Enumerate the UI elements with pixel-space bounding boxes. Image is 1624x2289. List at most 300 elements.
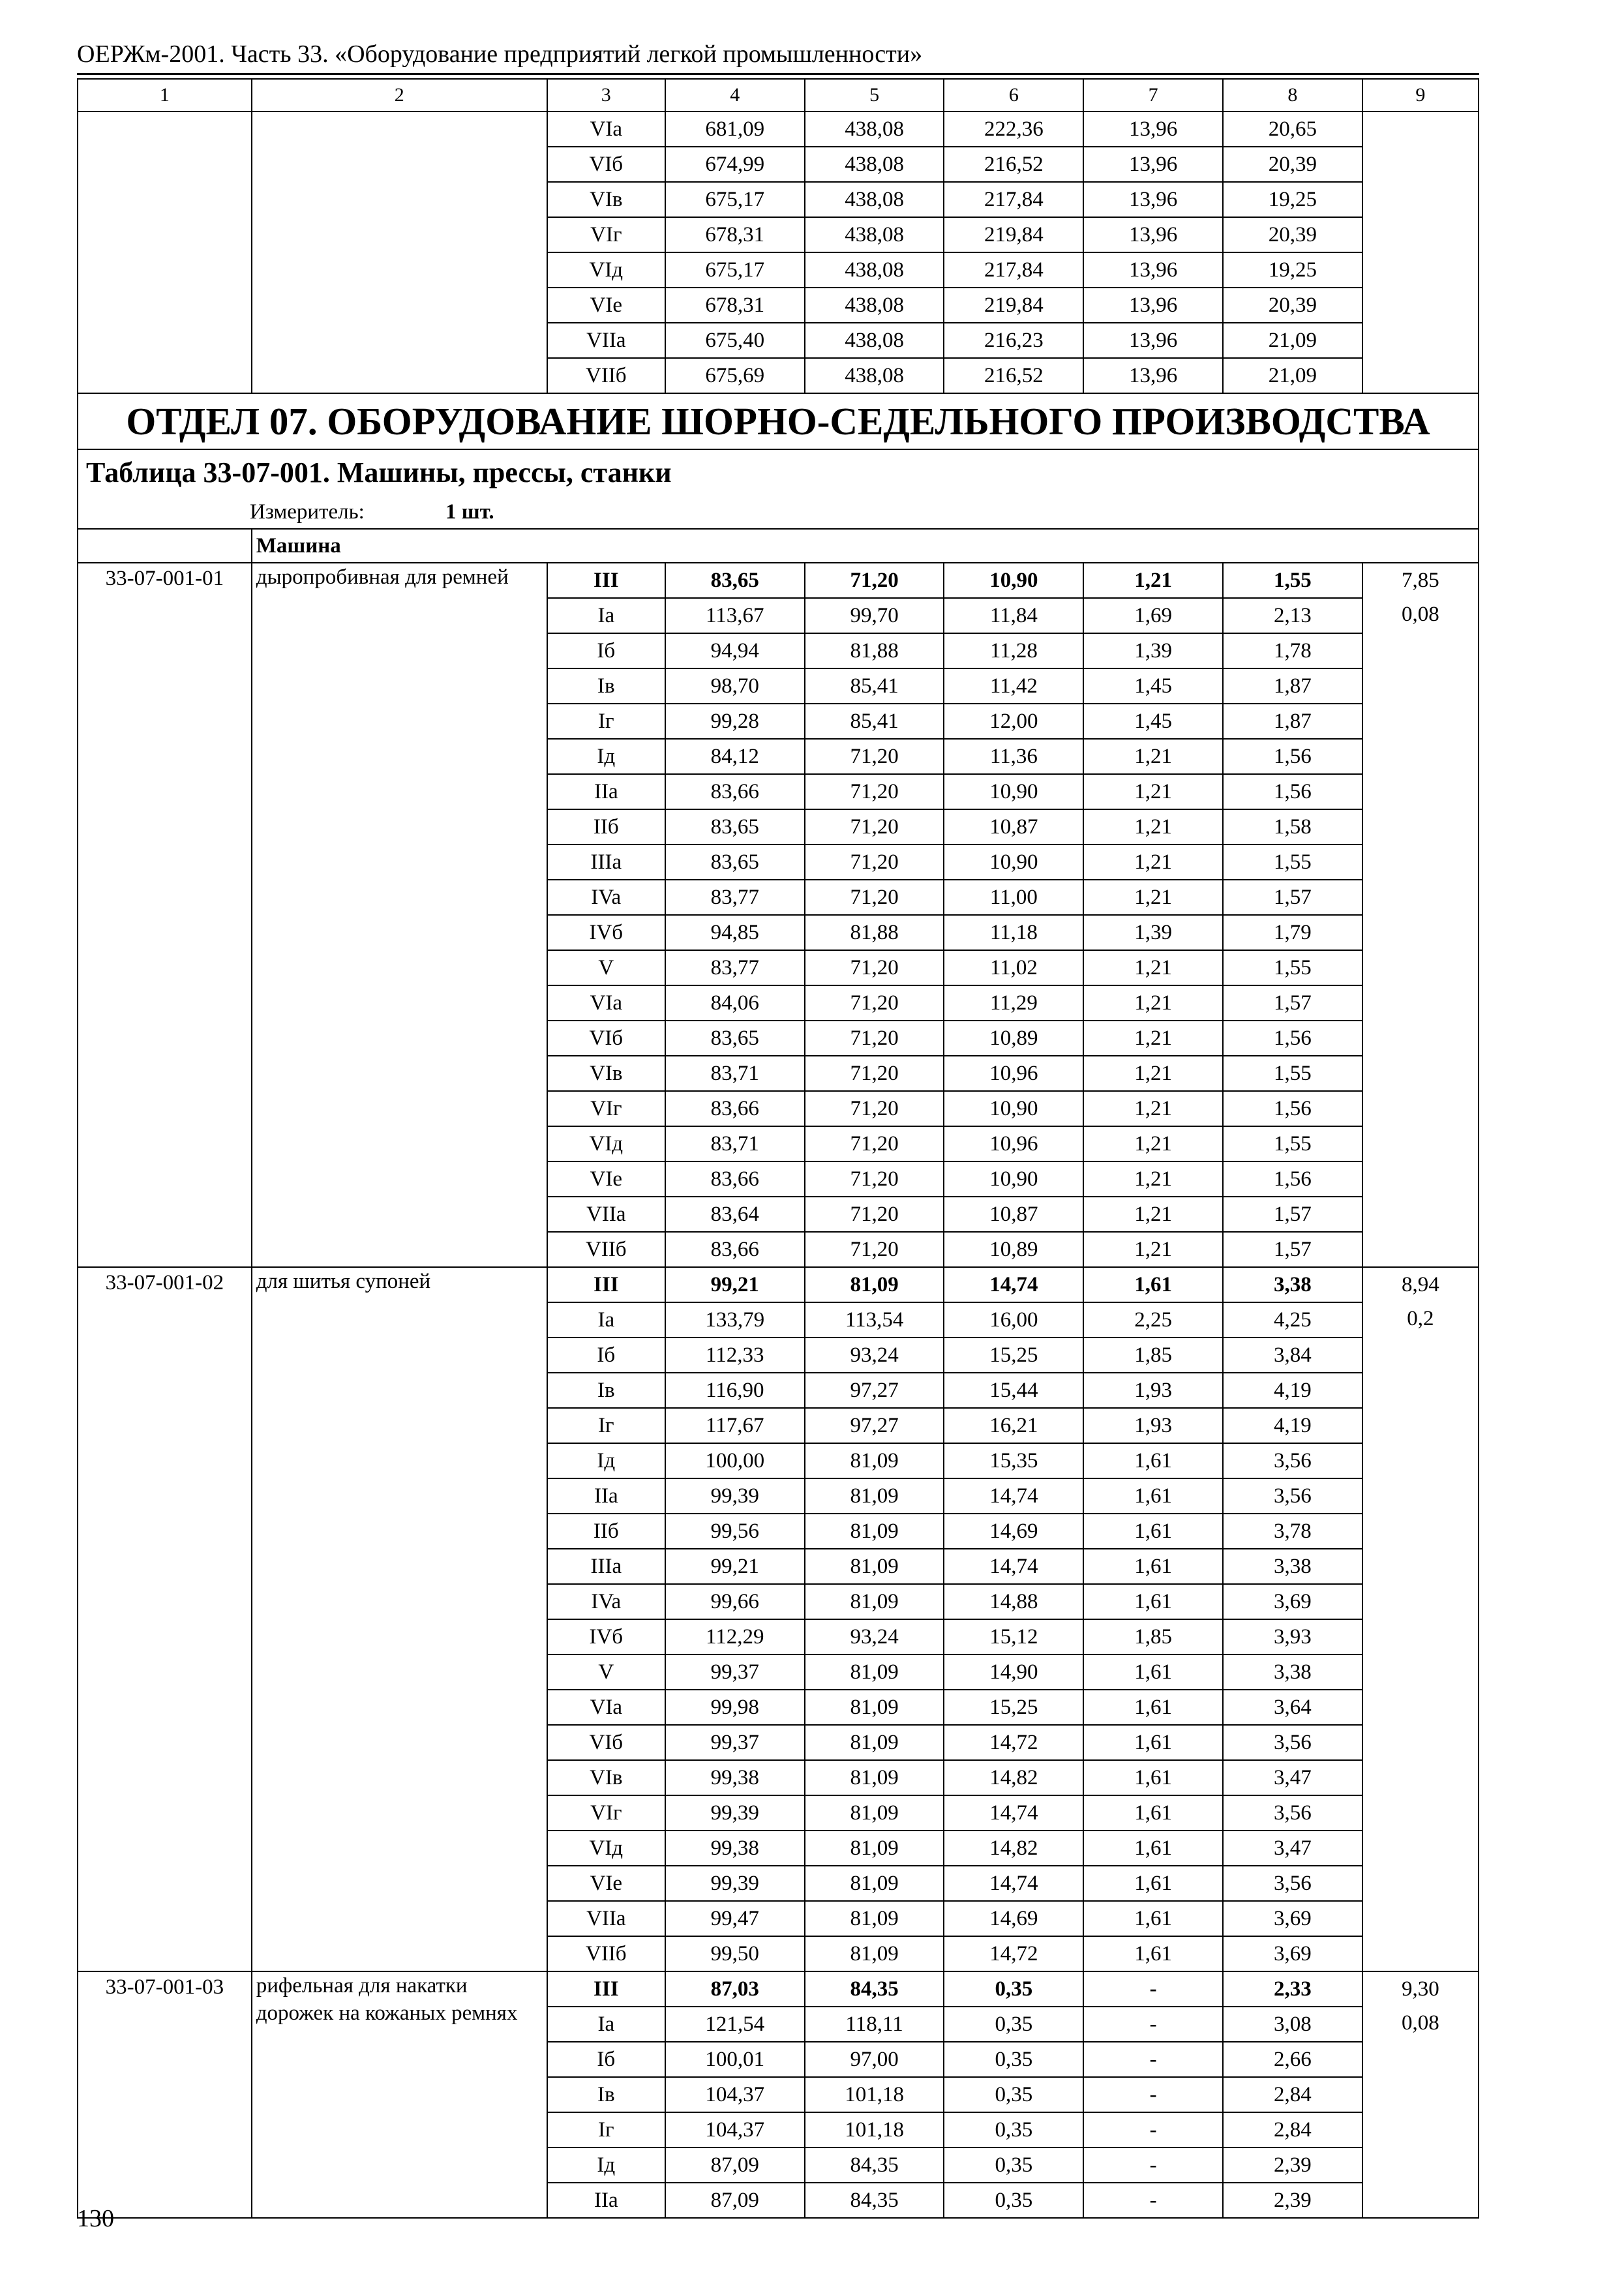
value-cell: 1,39 <box>1083 633 1223 668</box>
value-cell: 1,55 <box>1223 563 1362 598</box>
value-cell: 15,44 <box>944 1373 1083 1408</box>
value-cell: 2,33 <box>1223 1971 1362 2007</box>
value-cell: 87,03 <box>665 1971 805 2007</box>
value-cell: 438,08 <box>805 358 944 393</box>
value-cell: 13,96 <box>1083 217 1223 252</box>
value-cell: 99,47 <box>665 1901 805 1936</box>
value-cell: 83,66 <box>665 1091 805 1126</box>
zone-cell: IIa <box>547 774 665 809</box>
value-cell: 675,40 <box>665 323 805 358</box>
value-cell: 14,82 <box>944 1760 1083 1795</box>
value-cell: 71,20 <box>805 1232 944 1267</box>
value-cell: 83,65 <box>665 563 805 598</box>
table-title-row <box>78 449 1479 496</box>
value-cell: 71,20 <box>805 1091 944 1126</box>
value-cell: 216,52 <box>944 358 1083 393</box>
value-cell: 93,24 <box>805 1338 944 1373</box>
value-cell: 1,56 <box>1223 774 1362 809</box>
value-cell: 3,84 <box>1223 1338 1362 1373</box>
column-number: 8 <box>1223 79 1362 112</box>
entry-code: 33-07-001-03 <box>78 1971 252 2218</box>
value-cell: 118,11 <box>805 2007 944 2042</box>
value-cell: 71,20 <box>805 563 944 598</box>
entry-code: 33-07-001-01 <box>78 563 252 1267</box>
value-cell: 99,38 <box>665 1760 805 1795</box>
zone-cell: V <box>547 1654 665 1690</box>
column-number: 3 <box>547 79 665 112</box>
value-cell: 1,21 <box>1083 1091 1223 1126</box>
value-cell: 1,21 <box>1083 1161 1223 1197</box>
value-cell: 101,18 <box>805 2077 944 2112</box>
extra-cell <box>1362 112 1479 393</box>
value-cell: 0,35 <box>944 2042 1083 2077</box>
value-cell: 99,39 <box>665 1795 805 1831</box>
value-cell: 0,35 <box>944 2112 1083 2147</box>
value-cell: 1,61 <box>1083 1936 1223 1971</box>
entry-name: дыропробивная для ремней <box>252 563 547 1267</box>
value-cell: 81,09 <box>805 1725 944 1760</box>
zone-cell: VIв <box>547 182 665 217</box>
zone-cell: IIIa <box>547 1549 665 1584</box>
zone-cell: Ia <box>547 2007 665 2042</box>
value-cell: 1,78 <box>1223 633 1362 668</box>
value-cell: 100,00 <box>665 1443 805 1478</box>
table-row <box>78 112 1479 147</box>
value-cell: - <box>1083 2077 1223 2112</box>
extra-cell <box>1362 563 1479 1267</box>
value-cell: 1,79 <box>1223 915 1362 950</box>
zone-cell: Iг <box>547 1408 665 1443</box>
value-cell: 117,67 <box>665 1408 805 1443</box>
unit-row <box>78 496 1479 529</box>
value-cell: - <box>1083 2147 1223 2183</box>
value-cell: 99,21 <box>665 1267 805 1302</box>
value-cell: 1,87 <box>1223 704 1362 739</box>
value-cell: 94,94 <box>665 633 805 668</box>
unit-cell <box>78 496 1479 529</box>
value-cell: 10,87 <box>944 1197 1083 1232</box>
value-cell: 3,78 <box>1223 1514 1362 1549</box>
value-cell: 99,56 <box>665 1514 805 1549</box>
value-cell: 2,66 <box>1223 2042 1362 2077</box>
value-cell: 0,35 <box>944 2077 1083 2112</box>
zone-cell: Iб <box>547 1338 665 1373</box>
value-cell: 81,09 <box>805 1866 944 1901</box>
value-cell: 83,71 <box>665 1126 805 1161</box>
value-cell: 1,55 <box>1223 1056 1362 1091</box>
value-cell: 14,74 <box>944 1267 1083 1302</box>
value-cell: 438,08 <box>805 323 944 358</box>
value-cell: 2,39 <box>1223 2183 1362 2218</box>
value-cell: 71,20 <box>805 1197 944 1232</box>
zone-cell: IVб <box>547 915 665 950</box>
zone-cell: IIIa <box>547 845 665 880</box>
value-cell: 81,88 <box>805 915 944 950</box>
value-cell: 21,09 <box>1223 358 1362 393</box>
value-cell: 104,37 <box>665 2112 805 2147</box>
extra-cell <box>1362 1267 1479 1971</box>
value-cell: 217,84 <box>944 182 1083 217</box>
zone-cell: Iв <box>547 2077 665 2112</box>
zone-cell: VIв <box>547 1760 665 1795</box>
value-cell: 99,38 <box>665 1831 805 1866</box>
zone-cell: VIa <box>547 985 665 1021</box>
value-cell: 3,56 <box>1223 1795 1362 1831</box>
zone-cell: VIд <box>547 1126 665 1161</box>
value-cell: 675,17 <box>665 252 805 288</box>
table-row <box>78 1267 1479 1302</box>
value-cell: 112,33 <box>665 1338 805 1373</box>
code-cell <box>78 112 252 393</box>
value-cell: 10,90 <box>944 1091 1083 1126</box>
value-cell: 71,20 <box>805 845 944 880</box>
value-cell: 1,61 <box>1083 1654 1223 1690</box>
value-cell: 13,96 <box>1083 323 1223 358</box>
value-cell: 2,84 <box>1223 2112 1362 2147</box>
value-cell: 101,18 <box>805 2112 944 2147</box>
value-cell: 219,84 <box>944 288 1083 323</box>
value-cell: 14,74 <box>944 1478 1083 1514</box>
zone-cell: VIд <box>547 1831 665 1866</box>
value-cell: 14,72 <box>944 1936 1083 1971</box>
value-cell: 3,69 <box>1223 1901 1362 1936</box>
value-cell: 14,74 <box>944 1866 1083 1901</box>
value-cell: 99,66 <box>665 1584 805 1619</box>
page-number: 130 <box>77 2205 114 2232</box>
value-cell: 1,69 <box>1083 598 1223 633</box>
value-cell: 0,35 <box>944 2183 1083 2218</box>
value-cell: 1,55 <box>1223 845 1362 880</box>
extra-value: 0,08 <box>1402 2011 1439 2035</box>
value-cell: 1,21 <box>1083 880 1223 915</box>
value-cell: 1,61 <box>1083 1795 1223 1831</box>
value-cell: 438,08 <box>805 288 944 323</box>
value-cell: - <box>1083 1971 1223 2007</box>
value-cell: 1,61 <box>1083 1760 1223 1795</box>
value-cell: 219,84 <box>944 217 1083 252</box>
value-cell: 1,57 <box>1223 1232 1362 1267</box>
table-row <box>78 563 1479 598</box>
value-cell: 81,09 <box>805 1690 944 1725</box>
value-cell: 71,20 <box>805 1056 944 1091</box>
value-cell: 71,20 <box>805 1161 944 1197</box>
value-cell: 113,67 <box>665 598 805 633</box>
value-cell: 3,47 <box>1223 1831 1362 1866</box>
value-cell: 0,35 <box>944 2147 1083 2183</box>
group-name-row <box>78 529 1479 563</box>
group-name: Машина <box>252 529 1479 563</box>
value-cell: 1,21 <box>1083 1021 1223 1056</box>
zone-cell: IIa <box>547 2183 665 2218</box>
value-cell: 1,61 <box>1083 1549 1223 1584</box>
value-cell: 81,09 <box>805 1901 944 1936</box>
zone-cell: VIб <box>547 1021 665 1056</box>
value-cell: 0,35 <box>944 2007 1083 2042</box>
value-cell: 1,45 <box>1083 668 1223 704</box>
zone-cell: V <box>547 950 665 985</box>
zone-cell: IVa <box>547 1584 665 1619</box>
value-cell: 99,50 <box>665 1936 805 1971</box>
value-cell: 3,38 <box>1223 1267 1362 1302</box>
value-cell: 1,21 <box>1083 739 1223 774</box>
zone-cell: Iв <box>547 1373 665 1408</box>
value-cell: 81,09 <box>805 1549 944 1584</box>
value-cell: 20,39 <box>1223 288 1362 323</box>
zone-cell: VIa <box>547 1690 665 1725</box>
value-cell: 112,29 <box>665 1619 805 1654</box>
value-cell: 217,84 <box>944 252 1083 288</box>
value-cell: 94,85 <box>665 915 805 950</box>
value-cell: 3,69 <box>1223 1584 1362 1619</box>
value-cell: 84,12 <box>665 739 805 774</box>
value-cell: 3,64 <box>1223 1690 1362 1725</box>
zone-cell: VIв <box>547 1056 665 1091</box>
value-cell: 99,37 <box>665 1654 805 1690</box>
value-cell: 11,42 <box>944 668 1083 704</box>
value-cell: 3,69 <box>1223 1936 1362 1971</box>
value-cell: 1,85 <box>1083 1338 1223 1373</box>
value-cell: 71,20 <box>805 1021 944 1056</box>
value-cell: 14,90 <box>944 1654 1083 1690</box>
value-cell: 438,08 <box>805 147 944 182</box>
value-cell: 83,65 <box>665 809 805 845</box>
value-cell: 97,00 <box>805 2042 944 2077</box>
value-cell: 13,96 <box>1083 288 1223 323</box>
value-cell: 83,66 <box>665 1232 805 1267</box>
value-cell: 83,77 <box>665 950 805 985</box>
zone-cell: Iб <box>547 2042 665 2077</box>
value-cell: 83,65 <box>665 1021 805 1056</box>
value-cell: 1,21 <box>1083 774 1223 809</box>
value-cell: 99,70 <box>805 598 944 633</box>
value-cell: 83,66 <box>665 774 805 809</box>
value-cell: 1,93 <box>1083 1373 1223 1408</box>
unit-label: Измеритель: <box>250 500 365 524</box>
value-cell: 2,84 <box>1223 2077 1362 2112</box>
value-cell: 14,72 <box>944 1725 1083 1760</box>
extra-cell <box>1362 1971 1479 2218</box>
value-cell: 16,21 <box>944 1408 1083 1443</box>
value-cell: 11,84 <box>944 598 1083 633</box>
value-cell: 678,31 <box>665 217 805 252</box>
value-cell: 71,20 <box>805 1126 944 1161</box>
value-cell: 13,96 <box>1083 252 1223 288</box>
value-cell: 15,25 <box>944 1690 1083 1725</box>
value-cell: 438,08 <box>805 182 944 217</box>
extra-value: 8,94 <box>1402 1273 1439 1296</box>
zone-cell: IIa <box>547 1478 665 1514</box>
value-cell: 2,25 <box>1083 1302 1223 1338</box>
header-rule <box>77 73 1479 75</box>
zone-cell: VIе <box>547 1161 665 1197</box>
zone-cell: VIIa <box>547 1197 665 1232</box>
value-cell: 1,61 <box>1083 1866 1223 1901</box>
section-title-row <box>78 393 1479 449</box>
value-cell: 83,64 <box>665 1197 805 1232</box>
value-cell: 10,90 <box>944 1161 1083 1197</box>
value-cell: 99,21 <box>665 1549 805 1584</box>
value-cell: 1,61 <box>1083 1831 1223 1866</box>
zone-cell: VIг <box>547 217 665 252</box>
value-cell: 15,35 <box>944 1443 1083 1478</box>
value-cell: 16,00 <box>944 1302 1083 1338</box>
value-cell: 81,09 <box>805 1478 944 1514</box>
column-number: 4 <box>665 79 805 112</box>
zone-cell: VIIa <box>547 323 665 358</box>
value-cell: 1,61 <box>1083 1901 1223 1936</box>
value-cell: 1,61 <box>1083 1478 1223 1514</box>
value-cell: 83,66 <box>665 1161 805 1197</box>
zone-cell: VIе <box>547 1866 665 1901</box>
value-cell: 11,02 <box>944 950 1083 985</box>
zone-cell: III <box>547 1971 665 2007</box>
value-cell: 1,61 <box>1083 1443 1223 1478</box>
value-cell: 1,56 <box>1223 1091 1362 1126</box>
rates-table <box>77 78 1479 2219</box>
zone-cell: VIд <box>547 252 665 288</box>
value-cell: 1,21 <box>1083 950 1223 985</box>
value-cell: 81,09 <box>805 1760 944 1795</box>
value-cell: 71,20 <box>805 985 944 1021</box>
zone-cell: Iг <box>547 704 665 739</box>
value-cell: 1,56 <box>1223 1021 1362 1056</box>
value-cell: 678,31 <box>665 288 805 323</box>
value-cell: 10,90 <box>944 563 1083 598</box>
value-cell: 133,79 <box>665 1302 805 1338</box>
value-cell: 14,74 <box>944 1795 1083 1831</box>
value-cell: 84,35 <box>805 1971 944 2007</box>
value-cell: 13,96 <box>1083 147 1223 182</box>
value-cell: 1,61 <box>1083 1690 1223 1725</box>
section-title: ОТДЕЛ 07. ОБОРУДОВАНИЕ ШОРНО-СЕДЕЛЬНОГО ПРОИЗВОДСТВА <box>78 393 1479 449</box>
extra-value: 9,30 <box>1402 1977 1439 2001</box>
value-cell: 21,09 <box>1223 323 1362 358</box>
value-cell: 3,56 <box>1223 1866 1362 1901</box>
value-cell: 1,61 <box>1083 1514 1223 1549</box>
value-cell: 99,37 <box>665 1725 805 1760</box>
value-cell: - <box>1083 2112 1223 2147</box>
value-cell: 13,96 <box>1083 112 1223 147</box>
value-cell: 438,08 <box>805 112 944 147</box>
value-cell: 11,18 <box>944 915 1083 950</box>
value-cell: 15,12 <box>944 1619 1083 1654</box>
value-cell: 675,17 <box>665 182 805 217</box>
zone-cell: VIIб <box>547 1936 665 1971</box>
value-cell: 1,56 <box>1223 739 1362 774</box>
value-cell: 104,37 <box>665 2077 805 2112</box>
name-cell <box>252 112 547 393</box>
value-cell: 4,25 <box>1223 1302 1362 1338</box>
value-cell: - <box>1083 2007 1223 2042</box>
value-cell: 3,56 <box>1223 1443 1362 1478</box>
value-cell: 10,89 <box>944 1232 1083 1267</box>
value-cell: 11,36 <box>944 739 1083 774</box>
column-number: 5 <box>805 79 944 112</box>
value-cell: 113,54 <box>805 1302 944 1338</box>
value-cell: 93,24 <box>805 1619 944 1654</box>
value-cell: 121,54 <box>665 2007 805 2042</box>
value-cell: 3,38 <box>1223 1549 1362 1584</box>
column-number: 7 <box>1083 79 1223 112</box>
value-cell: 83,71 <box>665 1056 805 1091</box>
value-cell: 71,20 <box>805 739 944 774</box>
value-cell: 81,09 <box>805 1267 944 1302</box>
value-cell: 99,39 <box>665 1478 805 1514</box>
column-number: 1 <box>78 79 252 112</box>
zone-cell: Iд <box>547 2147 665 2183</box>
value-cell: 1,61 <box>1083 1725 1223 1760</box>
value-cell: 4,19 <box>1223 1373 1362 1408</box>
value-cell: 1,55 <box>1223 950 1362 985</box>
value-cell: 20,65 <box>1223 112 1362 147</box>
extra-value: 0,08 <box>1402 603 1439 626</box>
value-cell: 1,21 <box>1083 809 1223 845</box>
extra-value: 7,85 <box>1402 569 1439 592</box>
value-cell: 216,23 <box>944 323 1083 358</box>
value-cell: 1,87 <box>1223 668 1362 704</box>
value-cell: 1,55 <box>1223 1126 1362 1161</box>
value-cell: - <box>1083 2183 1223 2218</box>
value-cell: 438,08 <box>805 252 944 288</box>
value-cell: 11,00 <box>944 880 1083 915</box>
value-cell: 1,57 <box>1223 1197 1362 1232</box>
table-title-cell <box>78 449 1479 496</box>
value-cell: 1,39 <box>1083 915 1223 950</box>
column-number: 6 <box>944 79 1083 112</box>
value-cell: 1,57 <box>1223 880 1362 915</box>
value-cell: - <box>1083 2042 1223 2077</box>
value-cell: 100,01 <box>665 2042 805 2077</box>
value-cell: 10,96 <box>944 1056 1083 1091</box>
zone-cell: VIIб <box>547 358 665 393</box>
value-cell: 222,36 <box>944 112 1083 147</box>
value-cell: 4,19 <box>1223 1408 1362 1443</box>
value-cell: 99,39 <box>665 1866 805 1901</box>
value-cell: 87,09 <box>665 2183 805 2218</box>
value-cell: 1,21 <box>1083 1197 1223 1232</box>
table-row <box>78 1971 1479 2007</box>
value-cell: 1,57 <box>1223 985 1362 1021</box>
zone-cell: Iд <box>547 1443 665 1478</box>
value-cell: 1,21 <box>1083 1232 1223 1267</box>
value-cell: 12,00 <box>944 704 1083 739</box>
entry-name: рифельная для накатки дорожек на кожаных ремнях <box>252 1971 547 2218</box>
value-cell: 216,52 <box>944 147 1083 182</box>
value-cell: 1,61 <box>1083 1267 1223 1302</box>
value-cell: 84,35 <box>805 2147 944 2183</box>
zone-cell: VIг <box>547 1091 665 1126</box>
value-cell: 81,88 <box>805 633 944 668</box>
zone-cell: IVa <box>547 880 665 915</box>
value-cell: 3,56 <box>1223 1478 1362 1514</box>
zone-cell: VIIб <box>547 1232 665 1267</box>
zone-cell: VIб <box>547 1725 665 1760</box>
value-cell: 3,38 <box>1223 1654 1362 1690</box>
value-cell: 14,69 <box>944 1514 1083 1549</box>
value-cell: 1,93 <box>1083 1408 1223 1443</box>
entry-code: 33-07-001-02 <box>78 1267 252 1971</box>
value-cell: 674,99 <box>665 147 805 182</box>
value-cell: 3,47 <box>1223 1760 1362 1795</box>
value-cell: 97,27 <box>805 1373 944 1408</box>
running-header: ОЕРЖм-2001. Часть 33. «Оборудование предприятий легкой промышленности» <box>77 40 923 68</box>
value-cell: 2,39 <box>1223 2147 1362 2183</box>
value-cell: 85,41 <box>805 668 944 704</box>
value-cell: 438,08 <box>805 217 944 252</box>
value-cell: 10,90 <box>944 845 1083 880</box>
value-cell: 84,35 <box>805 2183 944 2218</box>
value-cell: 19,25 <box>1223 182 1362 217</box>
